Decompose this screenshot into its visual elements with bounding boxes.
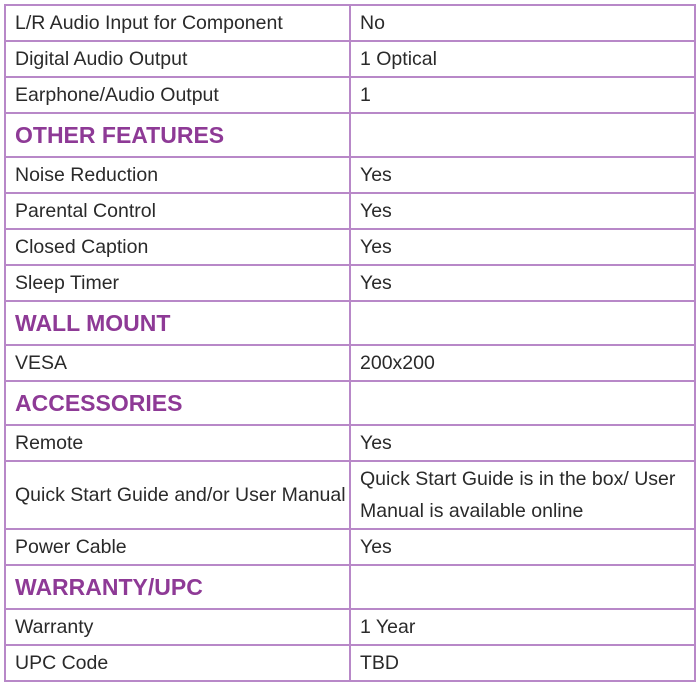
spec-value [350, 381, 695, 425]
spec-value: 200x200 [350, 345, 695, 381]
spec-label: Noise Reduction [5, 157, 350, 193]
spec-value: TBD [350, 645, 695, 681]
spec-label: Earphone/Audio Output [5, 77, 350, 113]
spec-value: 1 [350, 77, 695, 113]
spec-value [350, 113, 695, 157]
section-header-row [5, 381, 695, 425]
table-row [5, 157, 695, 193]
table-row [5, 645, 695, 681]
section-title: ACCESSORIES [5, 381, 350, 425]
spec-value: Yes [350, 229, 695, 265]
spec-label: UPC Code [5, 645, 350, 681]
spec-value: Yes [350, 529, 695, 565]
spec-value: 1 Optical [350, 41, 695, 77]
section-title: WALL MOUNT [5, 301, 350, 345]
spec-label: Warranty [5, 609, 350, 645]
table-row [5, 345, 695, 381]
spec-value: Yes [350, 157, 695, 193]
spec-value [350, 565, 695, 609]
section-header-row [5, 301, 695, 345]
table-row [5, 529, 695, 565]
spec-label: Power Cable [5, 529, 350, 565]
spec-value: Yes [350, 265, 695, 301]
spec-value: Quick Start Guide is in the box/ User Manual is available online [350, 461, 695, 529]
table-row [5, 193, 695, 229]
spec-value: No [350, 5, 695, 41]
spec-value [350, 301, 695, 345]
table-row [5, 461, 695, 529]
spec-value: Yes [350, 193, 695, 229]
table-row [5, 77, 695, 113]
spec-value: Yes [350, 425, 695, 461]
spec-label: Remote [5, 425, 350, 461]
section-title: OTHER FEATURES [5, 113, 350, 157]
spec-label: Digital Audio Output [5, 41, 350, 77]
spec-label: VESA [5, 345, 350, 381]
table-row [5, 609, 695, 645]
table-row [5, 229, 695, 265]
section-header-row [5, 565, 695, 609]
table-row [5, 425, 695, 461]
spec-table [4, 4, 696, 682]
spec-label: Closed Caption [5, 229, 350, 265]
table-row [5, 41, 695, 77]
section-title: WARRANTY/UPC [5, 565, 350, 609]
spec-value: 1 Year [350, 609, 695, 645]
table-row [5, 5, 695, 41]
spec-label: Sleep Timer [5, 265, 350, 301]
spec-label: Quick Start Guide and/or User Manual [5, 461, 350, 529]
spec-label: L/R Audio Input for Component [5, 5, 350, 41]
section-header-row [5, 113, 695, 157]
spec-label: Parental Control [5, 193, 350, 229]
table-row [5, 265, 695, 301]
